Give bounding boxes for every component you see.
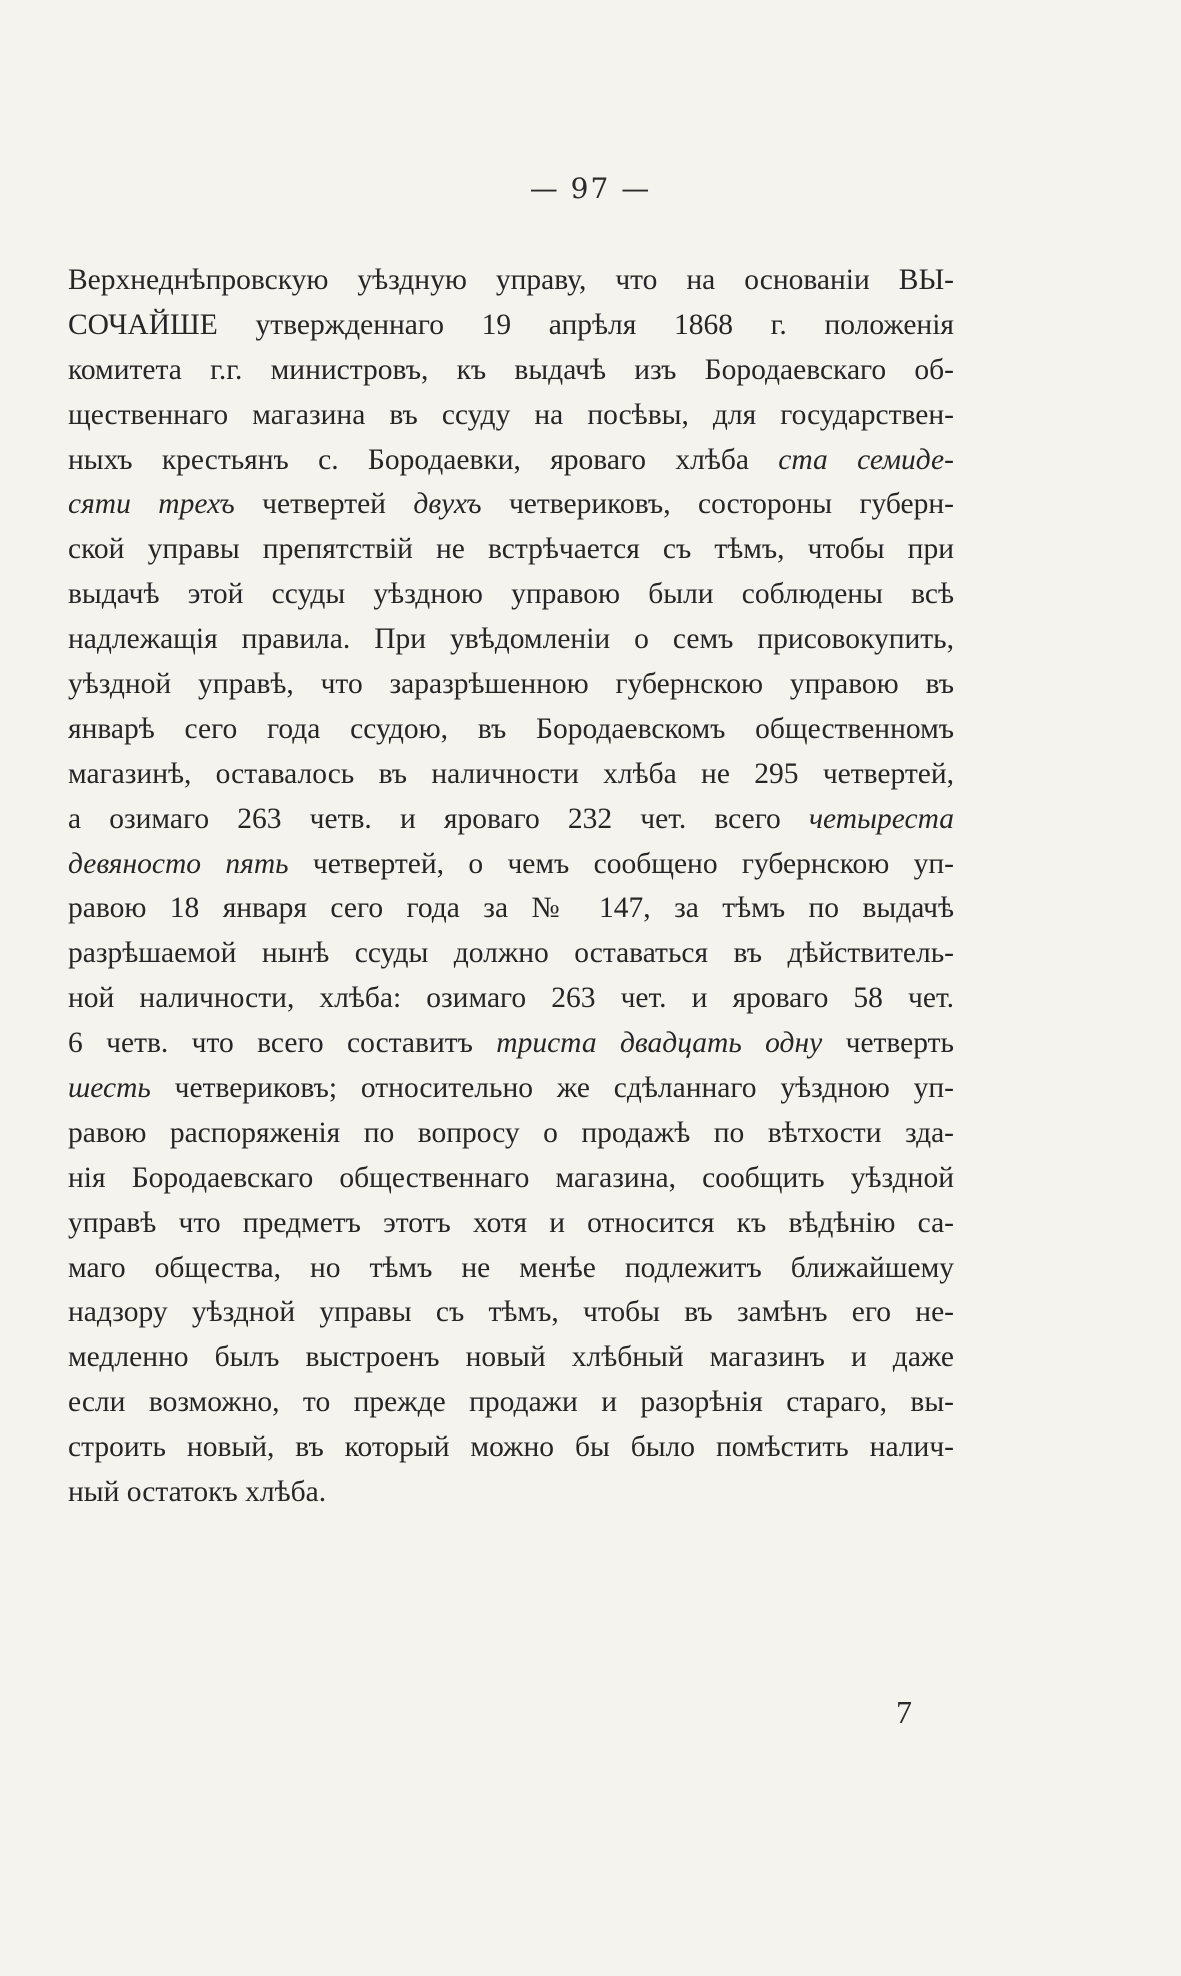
- text-segment: январѣ сего года ссудою, въ Бородаевскомъ общественномъ: [68, 712, 954, 745]
- page-number: — 97 —: [529, 172, 652, 205]
- text-line: [68, 303, 954, 348]
- text-line: [68, 572, 954, 617]
- text-line: [68, 393, 954, 438]
- text-line: [68, 662, 954, 707]
- italic-text-segment: ста семиде-: [778, 443, 954, 476]
- text-segment: Верхнеднѣпровскую уѣздную управу, что на основаніи ВЫ-: [68, 264, 954, 296]
- text-segment: четвертей, о чемъ сообщено губернскою уп-: [288, 847, 954, 880]
- text-segment: медленно былъ выстроенъ новый хлѣбный магазинъ и даже: [68, 1341, 954, 1374]
- body-text: [68, 258, 954, 1515]
- text-segment: щественнаго магазина въ ссуду на посѣвы, для государствен-: [68, 398, 954, 431]
- text-line: [68, 1066, 954, 1111]
- text-line: [68, 842, 954, 887]
- text-segment: надлежащія правила. При увѣдомленіи о семъ присовокупить,: [68, 623, 954, 656]
- text-segment: СОЧАЙШЕ утвержденнаго 19 апрѣля 1868 г. положенія: [68, 308, 954, 341]
- text-segment: ской управы препятствій не встрѣчается съ тѣмъ, чтобы при: [68, 533, 954, 566]
- text-line: [68, 348, 954, 393]
- text-segment: четвериковъ, состороны губерн-: [481, 488, 954, 521]
- text-segment: разрѣшаемой нынѣ ссуды должно оставаться въ дѣйствитель-: [68, 937, 954, 970]
- text-segment: равою распоряженія по вопросу о продажѣ по вѣтхости зда-: [68, 1116, 954, 1149]
- text-segment: строить новый, въ который можно бы было помѣстить налич-: [68, 1431, 954, 1464]
- italic-text-segment: триста двадцать одну: [496, 1027, 823, 1060]
- text-segment: четвериковъ; относительно же сдѣланнаго уѣздною уп-: [150, 1072, 954, 1105]
- text-line: [68, 752, 954, 797]
- text-segment: нія Бородаевскаго общественнаго магазина, сообщить уѣздной: [68, 1161, 954, 1194]
- text-segment: равою 18 января сего года за № 147, за тѣмъ по выдачѣ: [68, 892, 954, 925]
- italic-text-segment: четыреста: [808, 802, 954, 835]
- text-segment: четвертей: [234, 488, 414, 521]
- text-line: [68, 931, 954, 976]
- text-line: [68, 527, 954, 572]
- text-segment: ный остатокъ хлѣба.: [68, 1476, 327, 1509]
- text-segment: 6 четв. что всего составитъ: [68, 1027, 497, 1060]
- text-line: [68, 1201, 954, 1246]
- text-segment: ныхъ крестьянъ с. Бородаевки, яроваго хлѣба: [68, 443, 779, 476]
- text-segment: магазинѣ, оставалось въ наличности хлѣба не 295 четвертей,: [68, 757, 954, 790]
- text-line: [68, 1290, 954, 1335]
- text-line: [68, 1470, 954, 1515]
- text-line: [68, 1425, 954, 1470]
- text-line: [68, 707, 954, 752]
- text-line: [68, 482, 954, 527]
- text-line: [68, 258, 954, 303]
- text-line: [68, 1246, 954, 1291]
- italic-text-segment: сяти трехъ: [68, 488, 235, 521]
- text-line: [68, 1380, 954, 1425]
- italic-text-segment: двухъ: [413, 488, 482, 521]
- text-segment: надзору уѣздной управы съ тѣмъ, чтобы въ замѣнъ его не-: [68, 1296, 954, 1329]
- text-segment: выдачѣ этой ссуды уѣздною управою были соблюдены всѣ: [68, 578, 954, 611]
- text-line: [68, 976, 954, 1021]
- italic-text-segment: шесть: [68, 1072, 151, 1105]
- text-line: [68, 617, 954, 662]
- text-line: [68, 438, 954, 483]
- text-line: [68, 1156, 954, 1201]
- text-segment: комитета г.г. министровъ, къ выдачѣ изъ Бородаевскаго об-: [68, 353, 954, 386]
- text-line: [68, 797, 954, 842]
- signature-mark: 7: [896, 1694, 912, 1730]
- italic-text-segment: девяносто пять: [68, 847, 289, 880]
- text-segment: управѣ что предметъ этотъ хотя и относится къ вѣдѣнію са-: [68, 1206, 954, 1239]
- text-segment: ной наличности, хлѣба: озимаго 263 чет. и яроваго 58 чет.: [68, 982, 954, 1015]
- text-segment: четверть: [822, 1027, 954, 1060]
- text-segment: маго общества, но тѣмъ не менѣе подлежитъ ближайшему: [68, 1251, 954, 1284]
- text-segment: уѣздной управѣ, что заразрѣшенною губернскою управою въ: [68, 668, 954, 701]
- text-line: [68, 1021, 954, 1066]
- text-segment: если возможно, то прежде продажи и разорѣнія стараго, вы-: [68, 1386, 954, 1419]
- text-line: [68, 886, 954, 931]
- text-line: [68, 1111, 954, 1156]
- text-line: [68, 1335, 954, 1380]
- text-segment: а озимаго 263 четв. и яроваго 232 чет. всего: [68, 802, 809, 835]
